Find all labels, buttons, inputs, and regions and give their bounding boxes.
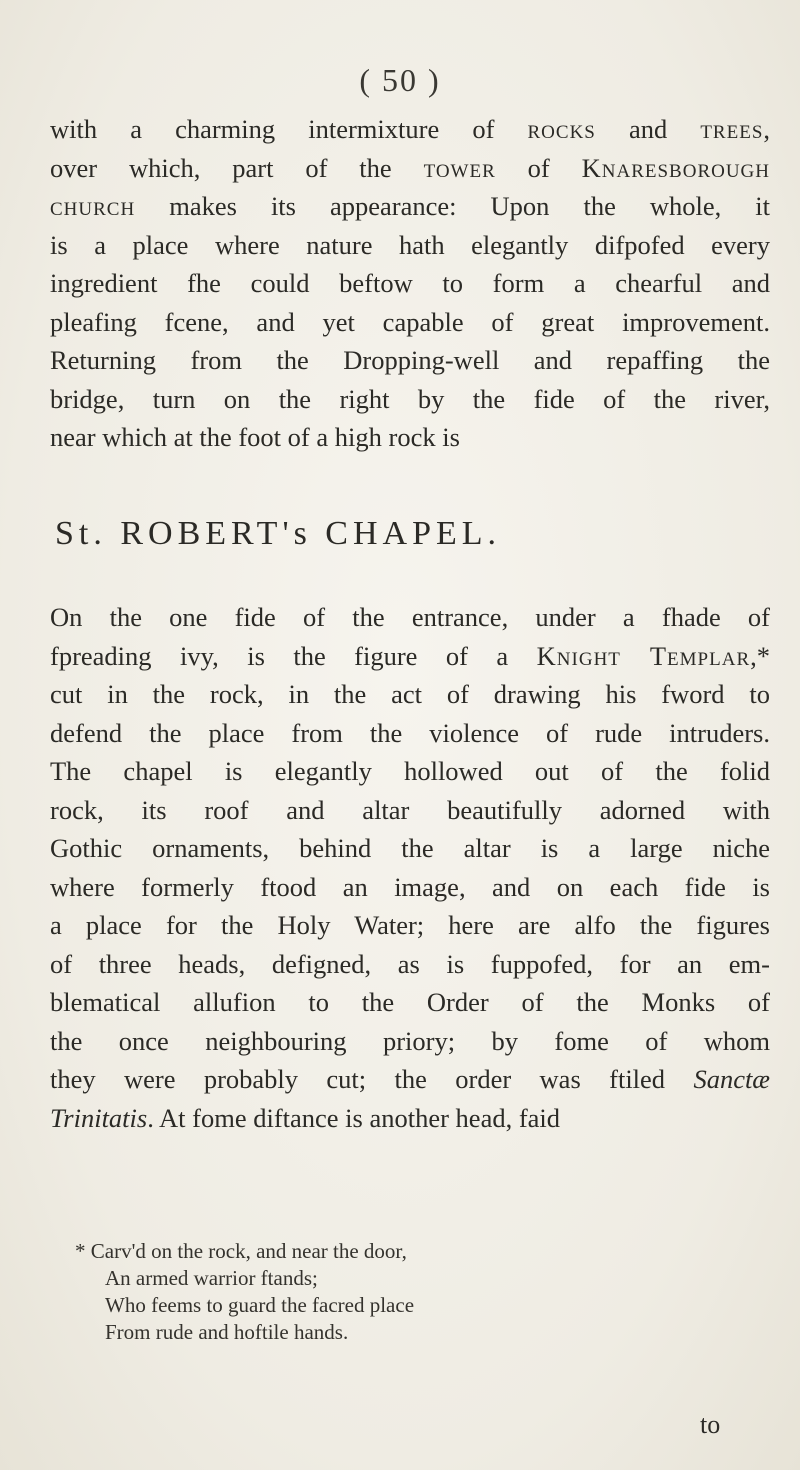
page-number: ( 50 ): [359, 62, 441, 98]
footnote-line-4: From rude and hoftile hands.: [105, 1320, 349, 1344]
text-line: Gothic ornaments, behind the altar is a large niche: [50, 833, 770, 863]
text-line: where formerly ftood an image, and on each fide is: [50, 871, 770, 902]
italic-run: Sanctæ: [693, 1064, 770, 1094]
paragraph-2: [50, 598, 770, 1137]
text-line: with a charming intermixture of rocks and trees,: [50, 114, 771, 144]
text-line: fpreading ivy, is the figure of a Knight Templar,*: [50, 640, 770, 671]
text-line: rock, its roof and altar beautifully adorned with: [50, 794, 770, 825]
text-line: they were probably cut; the order was ftiled Sanctæ: [50, 1064, 770, 1094]
text-line: On the one fide of the entrance, under a fhade of: [50, 602, 770, 632]
italic-run: Trinitatis: [50, 1102, 148, 1133]
text-line: of three heads, defigned, as is fuppofed, for an em-: [50, 948, 770, 979]
footnote-verse: [75, 1238, 715, 1346]
text-line: The chapel is elegantly hollowed out of the folid: [50, 756, 770, 786]
text-line: the once neighbouring priory; by fome of whom: [50, 1025, 770, 1056]
small-caps-run: tower: [423, 152, 496, 183]
text-line: ingredient fhe could beftow to form a chearful and: [50, 268, 770, 298]
small-caps-run: church: [50, 191, 136, 221]
catchword: to: [700, 1410, 721, 1439]
text-line: cut in the rock, in the act of drawing his fword to: [50, 679, 770, 709]
text-line: church makes its appearance: Upon the whole, it: [50, 191, 770, 221]
text-line: blematical allufion to the Order of the Monks of: [50, 987, 770, 1017]
text-line: defend the place from the violence of rude intruders.: [50, 717, 770, 748]
small-caps-run: Knight Templar: [536, 640, 751, 671]
small-caps-run: Knaresborough: [581, 152, 771, 183]
text-line: Returning from the Dropping-well and repaffing the: [50, 345, 770, 375]
text-line: over which, part of the tower of Knaresborough: [50, 152, 771, 183]
small-caps-run: rocks: [527, 114, 596, 144]
text-line: Trinitatis. At fome diftance is another head, faid: [50, 1102, 561, 1133]
text-line: a place for the Holy Water; here are alfo the figures: [50, 910, 770, 940]
paragraph-1: [50, 110, 770, 457]
footnote-line-2: An armed warrior ftands;: [105, 1266, 318, 1290]
chapter-heading: St. ROBERT's CHAPEL.: [55, 515, 502, 552]
text-line: pleafing fcene, and yet capable of great improvement.: [50, 306, 770, 337]
small-caps-run: trees: [700, 114, 764, 144]
text-line: bridge, turn on the right by the fide of the river,: [50, 383, 770, 414]
footnote-line-1: * Carv'd on the rock, and near the door,: [75, 1239, 407, 1263]
text-line: is a place where nature hath elegantly difpofed every: [50, 229, 770, 260]
footnote-line-3: Who feems to guard the facred place: [105, 1293, 415, 1317]
text-line: near which at the foot of a high rock is: [50, 422, 460, 452]
